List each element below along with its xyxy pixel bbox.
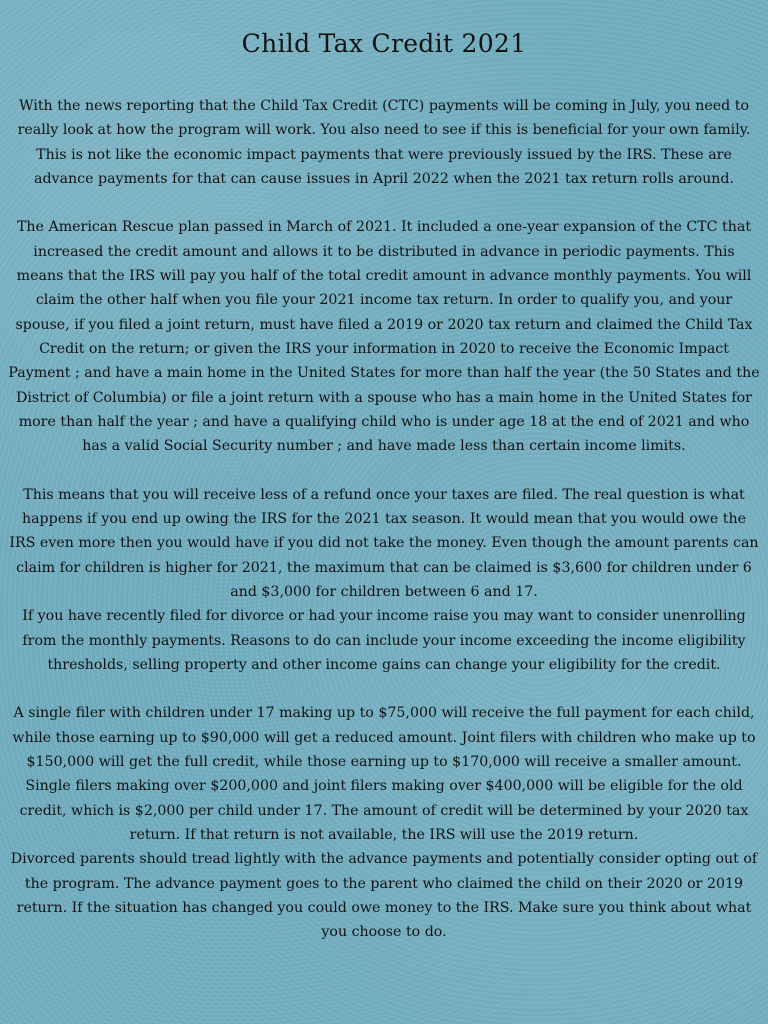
paragraph-divorced-parents: Divorced parents should tread lightly with the advance payments and potentially consider opting out of the program. The advance payment goes to the parent who claimed the child on their 2020 or 2019 return. If the situation has changed you could owe money to the IRS. Make sure you think about what you choose to do. xyxy=(10,851,758,941)
paragraph-refund-impact: This means that you will receive less of a refund once your taxes are filed. The real question is what happens if you end up owing the IRS for the 2021 tax season. It would mean that you would owe the IRS even more then you would have if you did not take the money. Even though the amount parents can claim for children is higher for 2021, the maximum that can be claimed is $3,600 for children under 6 and $3,000 for children between 6 and 17. xyxy=(9,486,759,600)
paragraph-intro: With the news reporting that the Child Tax Credit (CTC) payments will be coming in July, you need to really look at how the program will work. You also need to see if this is beneficial for your own family. This is not like the economic impact payments that were previously issued by the IRS. These are advance payments for that can cause issues in April 2022 when the 2021 tax return rolls around. xyxy=(17,98,751,187)
paragraph-income-limits: A single filer with children under 17 making up to $75,000 will receive the full payment for each child, while those earning up to $90,000 will get a reduced amount. Joint filers with children who make up to $150,000 will get the full credit, while those earning up to $170,000 will receive a smaller amount. Single filers making over $200,000 and joint filers making over $400,000 will be eligible for the old credit, which is $2,000 per child under 17. The amount of credit will be determined by your 2020 tax return. If that return is not available, the IRS will use the 2019 return. xyxy=(12,705,756,843)
page-title: Child Tax Credit 2021 xyxy=(241,29,527,58)
paragraph-american-rescue-plan: The American Rescue plan passed in March of 2021. It included a one-year expansion of the CTC that increased the credit amount and allows it to be distributed in advance in periodic payments. This means that the IRS will pay you half of the total credit amount in advance monthly payments. You will claim the other half when you file your 2021 income tax return. In order to qualify you, and your spouse, if you filed a joint return, must have filed a 2019 or 2020 tax return and claimed the Child Tax Credit on the return; or given the IRS your information in 2020 to receive the Economic Impact Payment ; and have a main home in the United States for more than half the year (the 50 States and the District of Columbia) or file a joint return with a spouse who has a main home in the United States for more than half the year ; and have a qualifying child who is under age 18 at the end of 2021 and who has a valid Social Security number ; and have made less than certain income limits. xyxy=(8,219,760,455)
paragraph-unenrolling: If you have recently filed for divorce or had your income raise you may want to consider unenrolling from the monthly payments. Reasons to do can include your income exceeding the income eligibility thresholds, selling property and other income gains can change your eligibility for the credit. xyxy=(22,608,746,673)
document-body xyxy=(8,94,760,944)
